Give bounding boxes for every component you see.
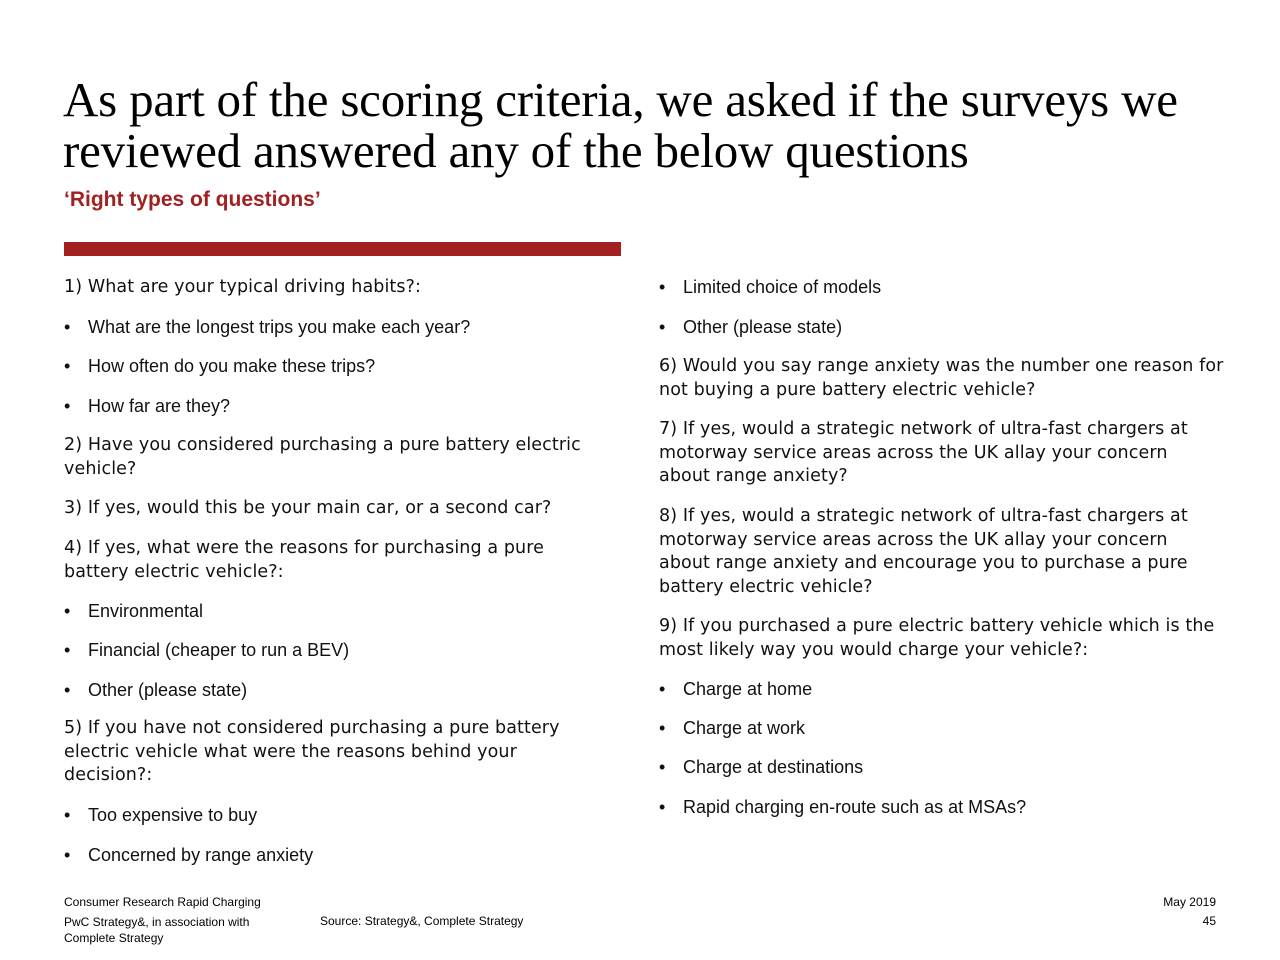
bullet-text: Charge at destinations <box>683 757 864 777</box>
bullet-icon: • <box>64 640 71 660</box>
bullet-text: Financial (cheaper to run a BEV) <box>88 640 350 660</box>
bullet-text: Other (please state) <box>683 317 843 337</box>
bullet-icon: • <box>659 718 666 738</box>
question-1: 1) What are your typical driving habits?: <box>64 277 421 297</box>
footer-source: Source: Strategy&, Complete Strategy <box>320 914 524 928</box>
bullet-text: How often do you make these trips? <box>88 356 376 376</box>
question-2: 2) Have you considered purchasing a pure battery electric vehicle? <box>64 435 581 479</box>
accent-rule <box>64 242 621 256</box>
question-5: 5) If you have not considered purchasing a pure battery electric vehicle what were the reasons behind your decision?: <box>64 718 560 785</box>
bullet-icon: • <box>659 277 666 297</box>
bullet-icon: • <box>659 797 666 817</box>
footer-project: Consumer Research Rapid Charging <box>64 895 261 909</box>
bullet-icon: • <box>64 396 71 416</box>
page-subtitle: ‘Right types of questions’ <box>64 188 321 211</box>
bullet-icon: • <box>64 356 71 376</box>
bullet-icon: • <box>659 757 666 777</box>
bullet-text: Rapid charging en-route such as at MSAs? <box>683 797 1027 817</box>
question-8: 8) If yes, would a strategic network of ultra-fast chargers at motorway service areas across the UK allay your concern about range anxiety and encourage you to purchase a pure battery electric vehicle? <box>659 506 1188 597</box>
bullet-icon: • <box>659 679 666 699</box>
bullet-icon: • <box>64 845 71 865</box>
bullet-text: Too expensive to buy <box>88 805 258 825</box>
bullet-text: Other (please state) <box>88 680 248 700</box>
bullet-icon: • <box>659 317 666 337</box>
bullet-text: Environmental <box>88 601 204 621</box>
bullet-text: How far are they? <box>88 396 231 416</box>
page-number: 45 <box>1202 914 1216 928</box>
bullet-text: Charge at work <box>683 718 806 738</box>
bullet-text: What are the longest trips you make each year? <box>88 317 471 337</box>
question-3: 3) If yes, would this be your main car, or a second car? <box>64 498 552 518</box>
bullet-text: Concerned by range anxiety <box>88 845 314 865</box>
bullet-text: Charge at home <box>683 679 813 699</box>
question-7: 7) If yes, would a strategic network of ultra-fast chargers at motorway service areas across the UK allay your concern about range anxiety? <box>659 419 1188 486</box>
question-6: 6) Would you say range anxiety was the number one reason for not buying a pure battery electric vehicle? <box>659 356 1224 400</box>
bullet-icon: • <box>64 680 71 700</box>
bullet-icon: • <box>64 601 71 621</box>
page-title: As part of the scoring criteria, we asked if the surveys we reviewed answered any of the below questions <box>63 72 1178 178</box>
bullet-icon: • <box>64 317 71 337</box>
question-9: 9) If you purchased a pure electric battery vehicle which is the most likely way you would charge your vehicle?: <box>659 616 1215 660</box>
footer-date: May 2019 <box>1163 895 1216 909</box>
question-4: 4) If yes, what were the reasons for purchasing a pure battery electric vehicle?: <box>64 538 545 582</box>
bullet-icon: • <box>64 805 71 825</box>
footer-organisation: PwC Strategy&, in association with Complete Strategy <box>64 915 250 945</box>
bullet-text: Limited choice of models <box>683 277 882 297</box>
